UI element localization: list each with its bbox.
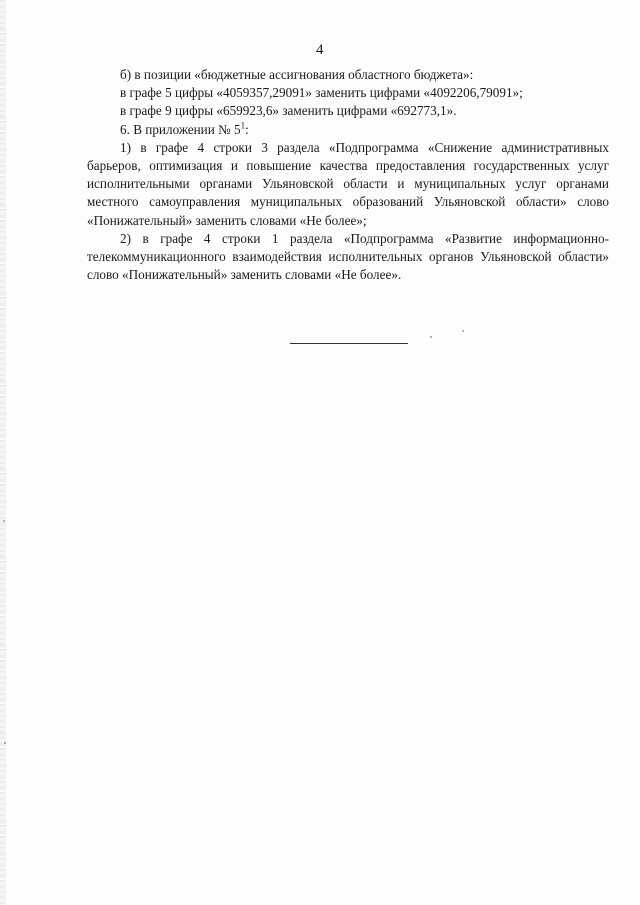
item-6-superscript: 1 [240, 120, 246, 131]
page-number: 4 [316, 42, 324, 58]
paragraph-item-b: б) в позиции «бюджетные ассигнования областного бюджета»: [120, 67, 474, 82]
paragraph-sub-2: 2) в графе 4 строки 1 раздела «Подпрограмма «Развитие информационно-телекоммуникационного взаимодействия исполнительных органов Ульяновской области» слово «Понижательный» заменить словами «Не более». [87, 230, 609, 283]
paragraph-item-6 [87, 121, 609, 139]
end-of-text-rule [290, 343, 408, 344]
paragraph-sub-1: 1) в графе 4 строки 3 раздела «Подпрограмма «Снижение административных барьеров, оптимизация и повышение качества предоставления государственных услуг исполнительными органами Ульяновской области и муниципальных услуг органами местного самоуправления муниципальных образований Ульяновской области» слово «Понижательный» заменить словами «Не более»; [87, 139, 609, 228]
scan-speck [430, 336, 432, 338]
item-6-text: 6. В приложении № 5 [120, 121, 241, 137]
paragraph-graph-5: в графе 5 цифры «4059357,29091» заменить цифрами «4092206,79091»; [120, 85, 523, 101]
paragraph-graph-9: в графе 9 цифры «659923,6» заменить цифрами «692773,1». [120, 103, 457, 119]
scan-speck [462, 330, 464, 332]
scan-edge-artifact [0, 0, 6, 905]
scan-speck [3, 520, 5, 522]
item-6-colon: : [245, 121, 249, 137]
document-body [87, 66, 609, 284]
scan-speck [4, 742, 6, 744]
